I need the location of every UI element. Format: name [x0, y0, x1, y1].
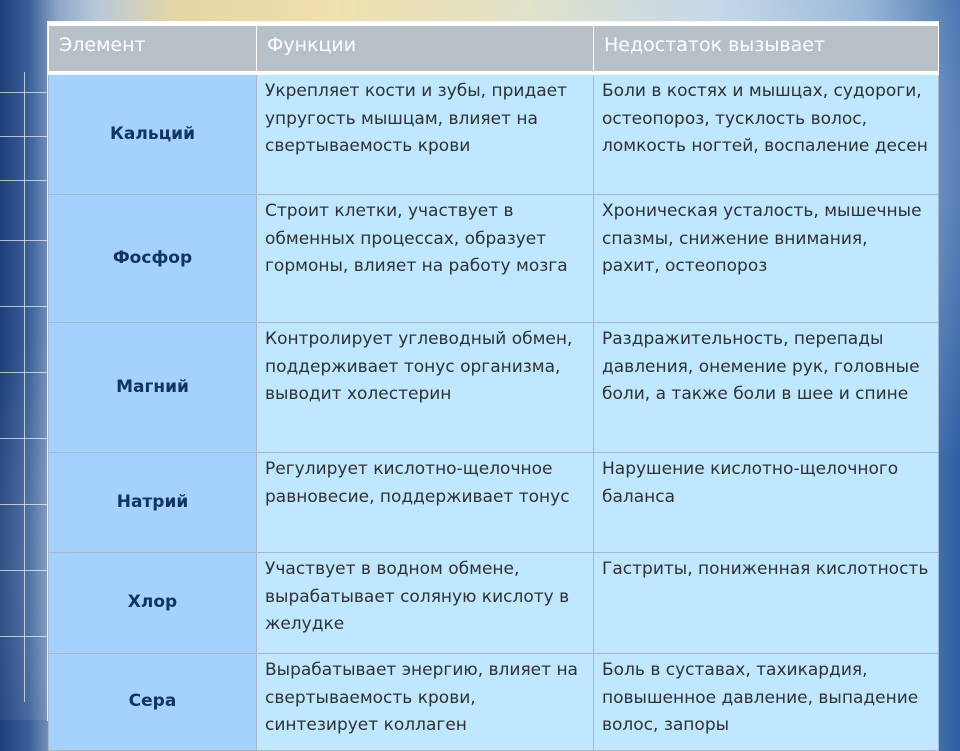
functions-text: Вырабатывает энергию, влияет на свертываемость крови, синтезирует коллаген: [265, 660, 578, 736]
grid-line: [0, 92, 52, 93]
element-name: Сера: [128, 691, 177, 712]
table-row: [49, 195, 939, 323]
element-cell: [49, 323, 257, 453]
grid-line: [0, 136, 52, 137]
grid-line: [0, 438, 52, 439]
element-name: Хлор: [127, 592, 178, 613]
header-functions: Функции: [257, 24, 594, 73]
grid-line: [0, 240, 52, 241]
table-row: [49, 553, 939, 654]
table-header-row: [49, 24, 939, 73]
deficiency-text: Боль в суставах, тахикардия, повышенное давление, выпадение волос, запоры: [602, 660, 919, 736]
functions-cell: [257, 453, 594, 553]
grid-line: [0, 636, 52, 637]
element-cell: [49, 654, 257, 751]
grid-line: [24, 72, 25, 702]
functions-text: Контролирует углеводный обмен, поддерживает тонус организма, выводит холестерин: [265, 329, 573, 405]
header-deficiency: Недостаток вызывает: [594, 24, 939, 73]
functions-cell: [257, 323, 594, 453]
grid-line: [0, 306, 52, 307]
functions-cell: [257, 73, 594, 195]
grid-line: [0, 372, 52, 373]
table-row: [49, 323, 939, 453]
deficiency-cell: [594, 553, 939, 654]
element-name: Кальций: [110, 123, 195, 144]
header-element: Элемент: [49, 24, 257, 73]
grid-line: [0, 504, 52, 505]
element-name: Магний: [116, 376, 189, 397]
table-row: [49, 654, 939, 751]
grid-line: [0, 570, 52, 571]
element-cell: [49, 553, 257, 654]
minerals-table-container: [48, 22, 938, 736]
element-cell: [49, 453, 257, 553]
deficiency-text: Нарушение кислотно-щелочного баланса: [602, 459, 899, 507]
functions-text: Регулирует кислотно-щелочное равновесие, поддерживает тонус: [265, 459, 570, 507]
minerals-table: [48, 22, 939, 751]
element-name: Фосфор: [112, 247, 193, 268]
functions-cell: [257, 553, 594, 654]
functions-text: Укрепляет кости и зубы, придает упругость мышцам, влияет на свертываемость крови: [265, 81, 567, 157]
deficiency-cell: [594, 453, 939, 553]
element-cell: [49, 195, 257, 323]
deficiency-text: Раздражительность, перепады давления, онемение рук, головные боли, а также боли в шее и спине: [602, 329, 920, 405]
table-row: [49, 73, 939, 195]
grid-line: [0, 180, 52, 181]
element-name: Натрий: [116, 491, 189, 512]
functions-text: Строит клетки, участвует в обменных процессах, образует гормоны, влияет на работу мозга: [265, 201, 568, 277]
table-header: [49, 24, 939, 73]
table-body: [49, 73, 939, 751]
deficiency-cell: [594, 73, 939, 195]
deficiency-cell: [594, 195, 939, 323]
deficiency-text: Хроническая усталость, мышечные спазмы, снижение внимания, рахит, остеопороз: [602, 201, 922, 277]
element-cell: [49, 73, 257, 195]
deficiency-text: Гастриты, пониженная кислотность: [602, 559, 929, 579]
deficiency-cell: [594, 654, 939, 751]
functions-cell: [257, 195, 594, 323]
functions-cell: [257, 654, 594, 751]
table-row: [49, 453, 939, 553]
functions-text: Участвует в водном обмене, вырабатывает соляную кислоту в желудке: [265, 559, 570, 635]
deficiency-cell: [594, 323, 939, 453]
deficiency-text: Боли в костях и мышцах, судороги, остеопороз, тусклость волос, ломкость ногтей, воспаление десен: [602, 81, 928, 157]
